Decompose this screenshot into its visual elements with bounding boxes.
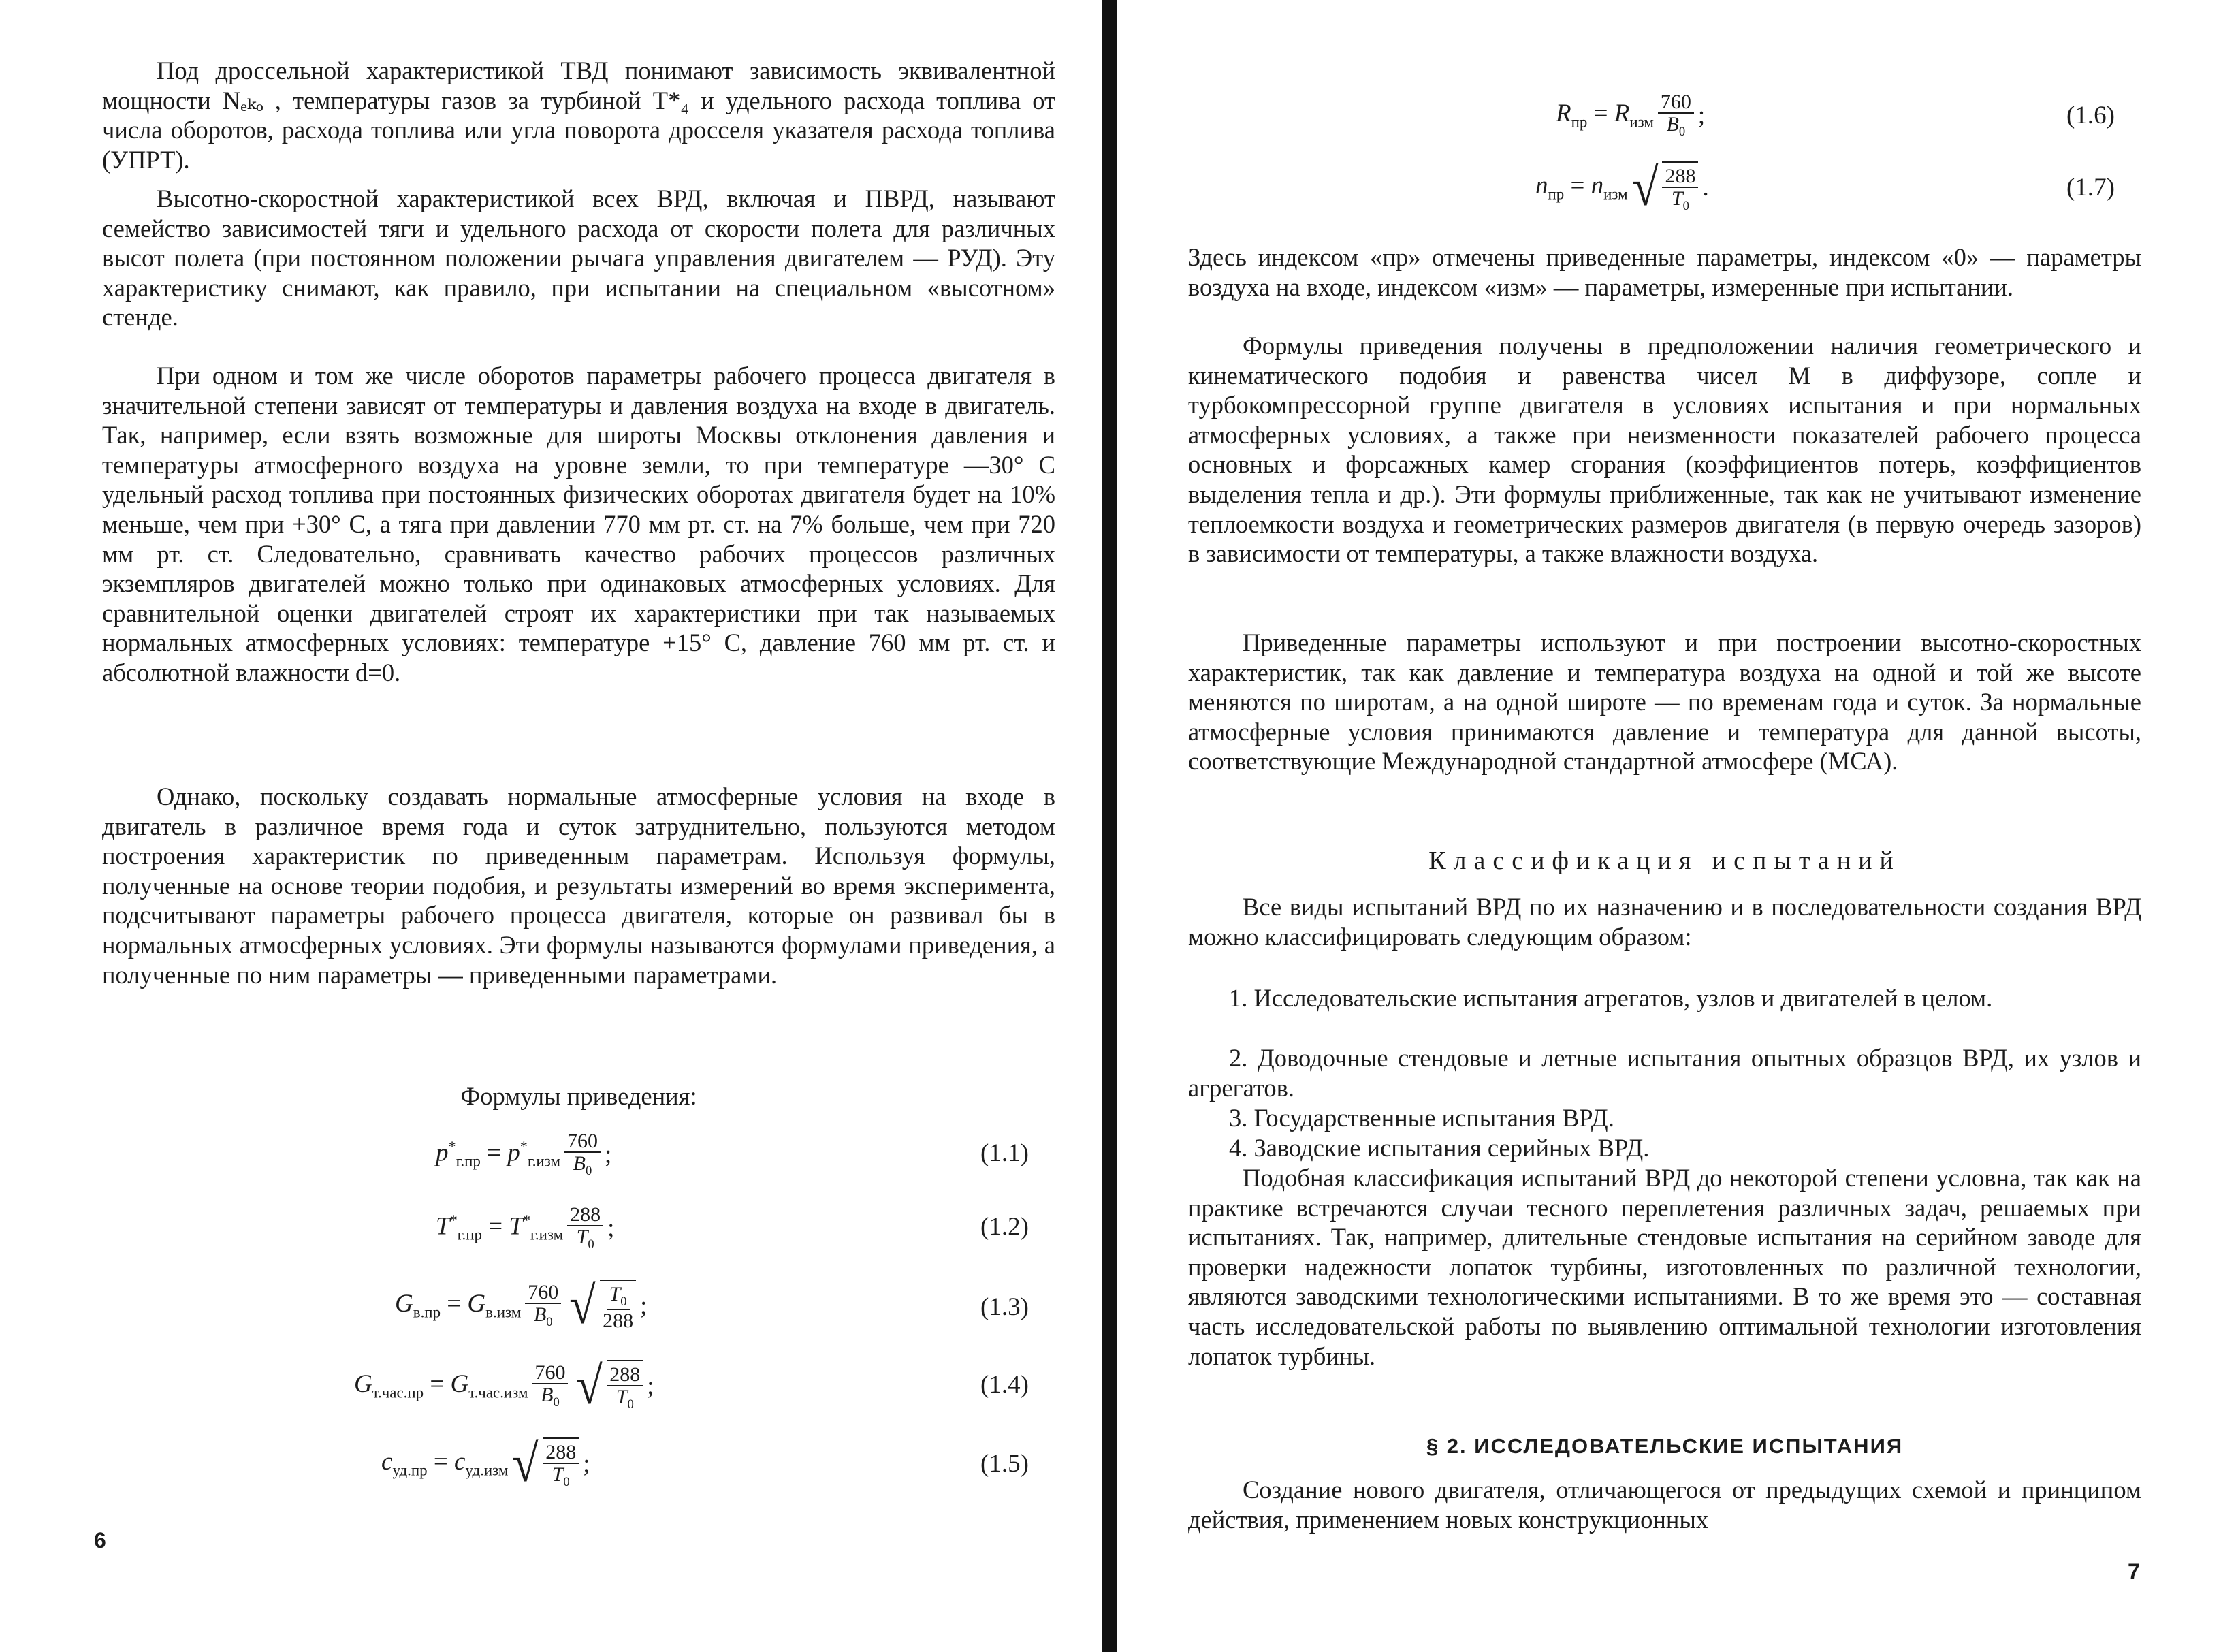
subsection-heading: Классификация испытаний — [1428, 846, 1901, 875]
equation-number: (1.5) — [980, 1450, 1029, 1478]
paragraph: Здесь индексом «пр» отмечены приведенные параметры, индексом «0» — параметры воздуха на входе, индексом «изм» — параметры, измеренные при испытании. — [1188, 243, 2141, 301]
list-item: 4. Заводские испытания серийных ВРД. — [1229, 1134, 1650, 1162]
formula-1-1: $p^*_{г.пр} = p^*_{г.изм}$ $\frac{760}{B_0}$ ; — [436, 1129, 612, 1179]
paragraph: Высотно-скоростной характеристикой всех ВРД, включая и ПВРД, называют семейство зависимостей тяги и удельного расхода от скорости полета для различных высот полета (при постоянном положении рычага управления двигателем — РУД). Эту характеристику снимают, как правило, при испытании на специальном «высотном» стенде. — [102, 185, 1055, 332]
formula-1-4: $G_{т.час.пр} = G_{т.час.изм}$ $\frac{760}{B_0}$ √ $\frac{288}{T_0}$ ; — [354, 1356, 654, 1415]
paragraph: Под дроссельной характеристикой ТВД понимают зависимость эквивалентной мощности Nₑₖₒ , температуры газов за турбиной T*₄ и удельного расхода топлива от числа оборотов, расхода топлива или угла поворота дросселя указателя расхода топлива (УПРТ). — [102, 57, 1055, 174]
equation-number: (1.1) — [980, 1139, 1029, 1167]
paragraph: Все виды испытаний ВРД по их назначению и в последовательности создания ВРД можно классифицировать следующим образом: — [1188, 893, 2141, 951]
paragraph: При одном и том же числе оборотов параметры рабочего процесса двигателя в значительной степени зависят от температуры и давления воздуха на входе в двигатель. Так, например, если взять возможные для широты Москвы отклонения давления и температуры атмосферного воздуха на уровне земли, то при температуре —30° С удельный расход топлива при постоянных физических оборотах двигателя будет на 10% меньше, чем при +30° С, а тяга при давлении 770 мм рт. ст. на 7% больше, чем при 720 мм рт. ст. Следовательно, сравнивать качество рабочих процессов различных экземпляров двигателей можно только при одинаковых атмосферных условиях. Для сравнительной оценки двигателей строят их характеристики при так называемых нормальных атмосферных условиях: температуре +15° С, давление 760 мм рт. ст. и абсолютной влажности d=0. — [102, 362, 1055, 686]
equation-number: (1.2) — [980, 1213, 1029, 1241]
formula-1-5: $c_{уд.пр} = c_{уд.изм}$ √ $\frac{288}{T_0}$ ; — [381, 1433, 590, 1493]
formula-1-2: $T^*_{г.пр} = T^*_{г.изм}$ $\frac{288}{T_0}$ ; — [436, 1203, 615, 1252]
equation-number: (1.3) — [980, 1293, 1029, 1321]
page-number: 7 — [2128, 1559, 2140, 1584]
section-title: § 2. ИССЛЕДОВАТЕЛЬСКИЕ ИСПЫТАНИЯ — [1426, 1434, 1904, 1458]
paragraph: Создание нового двигателя, отличающегося от предыдущих схемой и принципом действия, применением новых конструкционных — [1188, 1476, 2141, 1534]
paragraph: Приведенные параметры используют и при построении высотно-скоростных характеристик, так как давление и температура воздуха на одной и той же высоте меняются по широтам, а на одной широте — по временам года и суток. За нормальные атмосферные условия принимаются давление и температура для данной высоты, соответствующие Международной стандартной атмосфере (МСА). — [1188, 629, 2141, 776]
paragraph: Формулы приведения получены в предположении наличия геометрического и кинематического подобия и равенства чисел М в диффузоре, сопле и турбокомпрессорной группе двигателя в условиях испытания и при нормальных атмосферных условиях, а также при неизменности показателей рабочего процесса основных и форсажных камер сгорания (коэффициентов потерь, коэффициентов выделения тепла и др.). Эти формулы приближенные, так как не учитывают изменение теплоемкости воздуха и геометрических размеров двигателя (в первую очередь зазоров) в зависимости от температуры, а также влажности воздуха. — [1188, 332, 2141, 568]
book-spine — [1102, 0, 1117, 1652]
formulas-title: Формулы приведения: — [460, 1082, 697, 1110]
formula-1-6: $R_{пр} = R_{изм}$ $\frac{760}{B_0}$ ; — [1556, 90, 1706, 140]
equation-number: (1.6) — [2066, 101, 2115, 129]
formula-1-7: $n_{пр} = n_{изм}$ √ $\frac{288}{T_0}$ . — [1535, 157, 1709, 217]
list-item: 3. Государственные испытания ВРД. — [1229, 1104, 1614, 1132]
paragraph: Подобная классификация испытаний ВРД до некоторой степени условна, так как на практике встречаются случаи тесного переплетения различных задач, решаемых при испытаниях. Так, например, длительные стендовые испытания на серийном заводе для проверки надежности лопаток турбины, изготовленных по различной технологии, являются заводскими технологическими испытаниями. В то же время это — составная часть исследовательской работы по выявлению оптимальной технологии изготовления лопаток турбины. — [1188, 1164, 2141, 1370]
equation-number: (1.4) — [980, 1371, 1029, 1399]
equation-number: (1.7) — [2066, 174, 2115, 202]
page-number: 6 — [94, 1528, 106, 1553]
list-item: 1. Исследовательские испытания агрегатов, узлов и двигателей в целом. — [1229, 984, 1993, 1012]
paragraph: Однако, поскольку создавать нормальные атмосферные условия на входе в двигатель в различное время года и суток затруднительно, пользуются методом построения характеристик по приведенным параметрам. Используя формулы, полученные на основе теории подобия, и результаты измерений во время эксперимента, подсчитывают параметры рабочего процесса двигателя, которые он развивал бы в нормальных атмосферных условиях. Эти формулы называются формулами приведения, а полученные по ним параметры — приведенными параметрами. — [102, 782, 1055, 989]
list-item: 2. Доводочные стендовые и летные испытания опытных образцов ВРД, их узлов и агрегатов. — [1188, 1044, 2141, 1102]
formula-1-3: $G_{в.пр} = G_{в.изм}$ $\frac{760}{B_0}$ √ $\frac{T_0}{288}$ ; — [395, 1275, 648, 1335]
